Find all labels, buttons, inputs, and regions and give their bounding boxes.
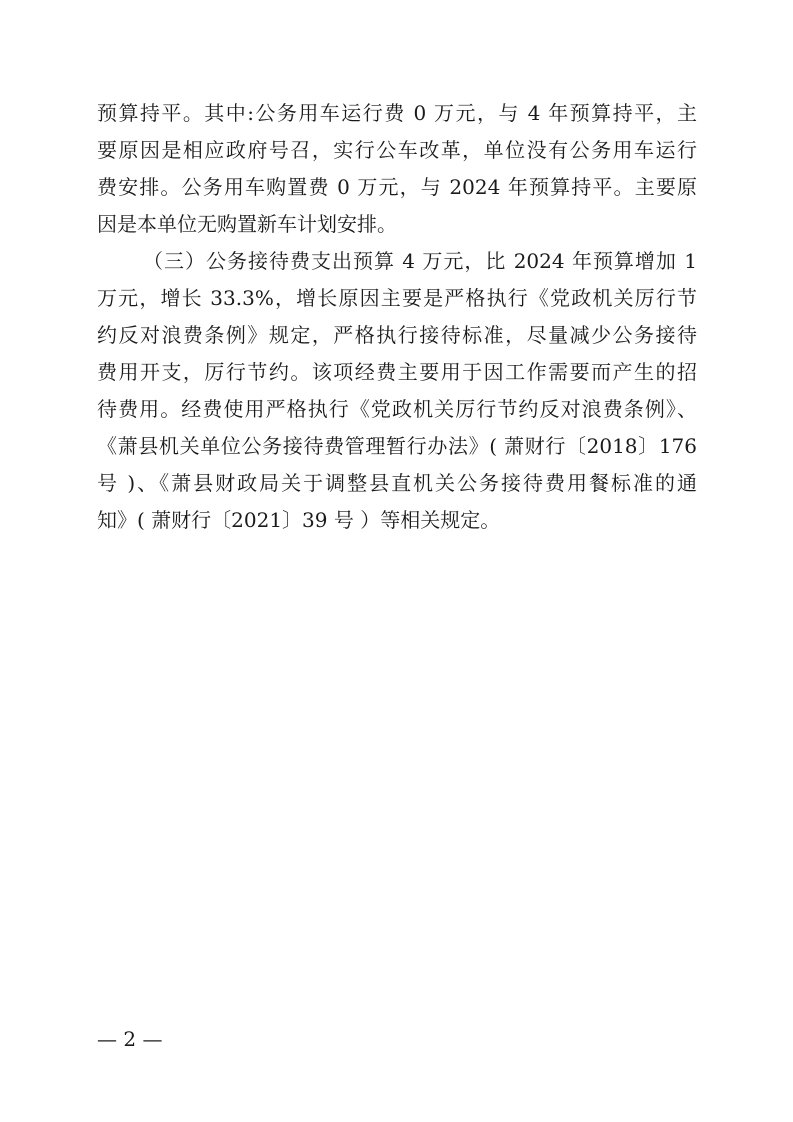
text-line: 万元，增长 33.3%，增长原因主要是严格执行《党政机关厉行节 [97,286,697,310]
text-line: 预算持平。其中:公务用车运行费 0 万元，与 4 年预算持平，主 [97,101,697,125]
text-line: 约反对浪费条例》规定，严格执行接待标准，尽量减少公务接待 [97,323,697,347]
text-line: 待费用。经费使用严格执行《党政机关厉行节约反对浪费条例》、 [97,397,697,421]
document-body [97,95,697,539]
text-line: 因是本单位无购置新车计划安排。 [97,212,397,236]
paragraph-vehicle-costs [97,95,697,243]
paragraph-reception-costs [97,243,697,539]
text-line: （三）公务接待费支出预算 4 万元，比 2024 年预算增加 1 [143,249,697,273]
text-line: 知》( 萧财行〔2021〕39 号 ）等相关规定。 [97,508,501,532]
text-line: 费安排。公务用车购置费 0 万元，与 2024 年预算持平。主要原 [97,175,697,199]
text-line: 号 )、《萧县财政局关于调整县直机关公务接待费用餐标准的通 [97,471,697,495]
text-line: 《萧县机关单位公务接待费管理暂行办法》( 萧财行〔2018〕176 [97,434,697,458]
text-line: 费用开支，厉行节约。该项经费主要用于因工作需要而产生的招 [97,360,697,384]
text-line: 要原因是相应政府号召，实行公车改革，单位没有公务用车运行 [97,138,697,162]
page-number: — 2 — [97,1027,163,1051]
